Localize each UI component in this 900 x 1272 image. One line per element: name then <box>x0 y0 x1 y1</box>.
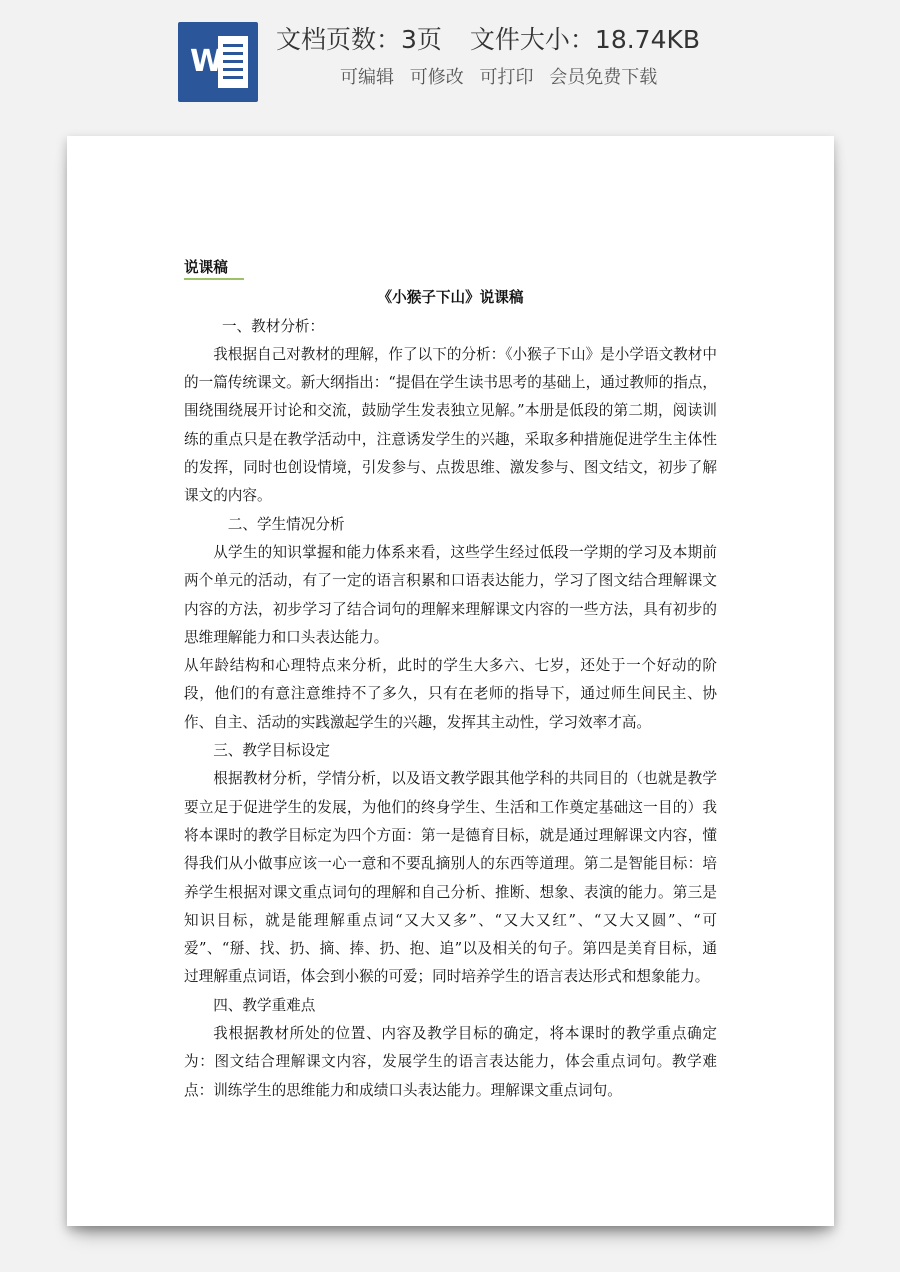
paragraph-key-points: 我根据教材所处的位置、内容及教学目标的确定，将本课时的教学重点确定为：图文结合理解课文内容，发展学生的语言表达能力，体会重点词句。教学难点：训练学生的思维能力和成绩口头表达能力。理解课文重点词句。 <box>184 1025 717 1099</box>
document-page <box>67 136 834 1226</box>
feature-list <box>340 66 667 90</box>
download-banner <box>0 0 900 118</box>
section-label: 说课稿 <box>184 258 244 280</box>
feature-member-download: 会员免费下载 <box>549 67 658 88</box>
heading-teaching-goals: 三、教学目标设定 <box>213 742 330 760</box>
paragraph-student-age: 从年龄结构和心理特点来分析，此时的学生大多六、七岁，还处于一个好动的阶段，他们的有意注意维持不了多久，只有在老师的指导下，通过师生间民主、协作、自主、活动的实践激起学生的兴趣，发挥其主动性，学习效率才高。 <box>184 657 717 731</box>
heading-key-points: 四、教学重难点 <box>213 996 316 1014</box>
feature-printable: 可打印 <box>479 67 534 88</box>
document-title: 《小猴子下山》说课稿 <box>377 289 524 307</box>
feature-modifiable: 可修改 <box>409 67 464 88</box>
paragraph-teaching-goals: 根据教材分析，学情分析，以及语文教学跟其他学科的共同目的（也就是教学要立足于促进学生的发展，为他们的终身学生、生活和工作奠定基础这一目的）我将本课时的教学目标定为四个方面：第一是德育目标，就是通过理解课文内容，懂得我们从小做事应该一心一意和不要乱摘别人的东西等道理。第二是智能目标：培养学生根据对课文重点词句的理解和自己分析、推断、想象、表演的能力。第三是知识目标，就是能理解重点词“又大又多”、“又大又红”、“又大又圆”、“可爱”、“掰、找、扔、摘、捧、扔、抱、追”以及相关的句子。第四是美育目标，通过理解重点词语，体会到小猴的可爱；同时培养学生的语言表达形式和想象能力。 <box>184 770 717 986</box>
page-count: 文档页数：3页 <box>276 25 442 54</box>
heading-material-analysis: 一、教材分析： <box>221 317 325 335</box>
paragraph-material-analysis: 我根据自己对教材的理解，作了以下的分析：《小猴子下山》是小学语文教材中的一篇传统课文。新大纲指出：“提倡在学生读书思考的基础上，通过教师的指点，围绕围绕展开讨论和交流，鼓励学生发表独立见解。”本册是低段的第二期，阅读训练的重点只是在教学活动中，注意诱发学生的兴趣，采取多种措施促进学生主体性的发挥，同时也创设情境，引发参与、点拨思维、激发参与、图文结文，初步了解课文的内容。 <box>184 345 717 505</box>
paragraph-student-knowledge: 从学生的知识掌握和能力体系来看，这些学生经过低段一学期的学习及本期前两个单元的活动，有了一定的语言积累和口语表达能力，学习了图文结合理解课文内容的方法，初步学习了结合词句的理解来理解课文内容的一些方法，具有初步的思维理解能力和口头表达能力。 <box>184 543 717 646</box>
heading-student-analysis: 二、学生情况分析 <box>227 515 345 533</box>
word-icon-letter: W <box>190 44 224 79</box>
feature-editable: 可编辑 <box>340 67 394 88</box>
word-icon <box>178 22 258 102</box>
file-size: 文件大小：18.74KB <box>469 25 701 54</box>
file-info <box>276 24 700 56</box>
document-content <box>184 254 717 1105</box>
